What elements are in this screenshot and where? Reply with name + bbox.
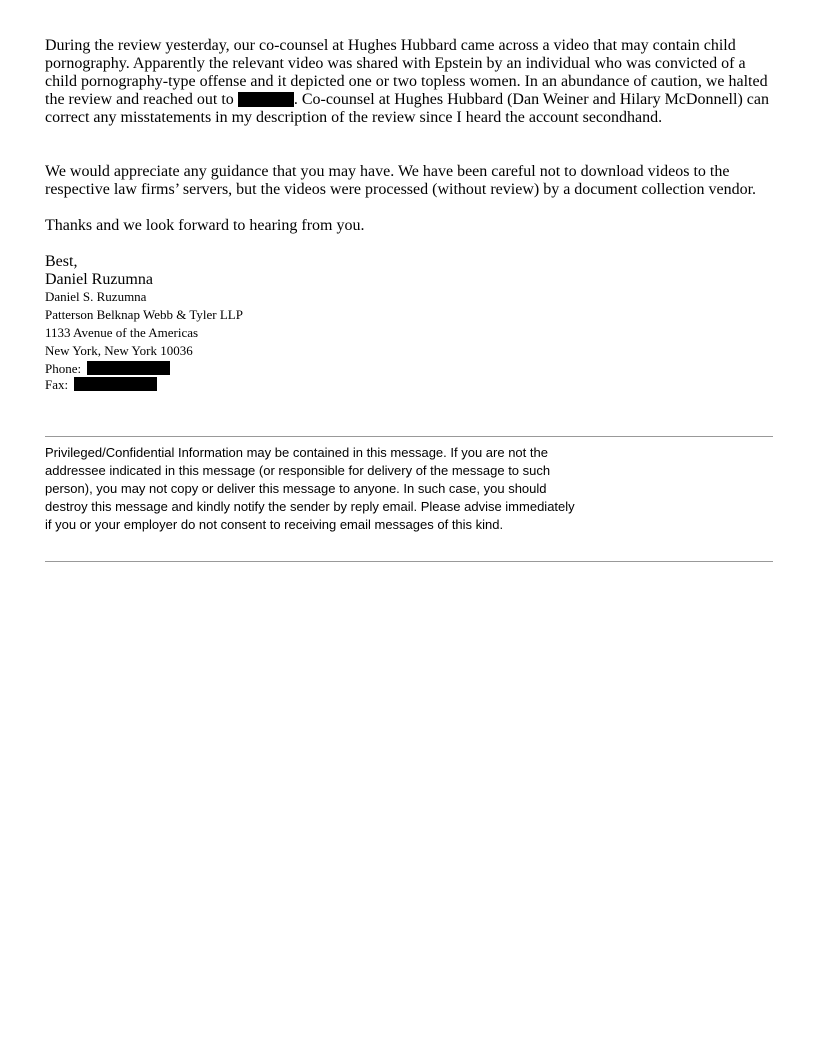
phone-redaction-box <box>87 361 170 375</box>
email-paragraph-guidance: We would appreciate any guidance that you may have. We have been careful not to download videos to the respective law firms’ servers, but the videos were processed (without review) by a document collection vendor. <box>45 163 757 198</box>
email-paragraph-thanks: Thanks and we look forward to hearing from you. <box>45 217 365 234</box>
email-paragraph-review <box>45 37 775 127</box>
disclaimer-bottom-divider <box>45 561 773 562</box>
confidentiality-disclaimer: Privileged/Confidential Information may be contained in this message. If you are not the addressee indicated in this message (or responsible for delivery of the message to such person), you may not copy or deliver this message to anyone. In such case, you should destroy this message and kindly notify the sender by reply email. Please advise immediately if you or your employer do not consent to receiving email messages of this kind. <box>45 445 575 532</box>
paragraph-text-before-redaction: During the review yesterday, our co-counsel at Hughes Hubbard came across a video that may contain child pornography. Apparently the relevant video was shared with Epstein by an individual who was convicted of a child pornography-type offense and it depicted one or two topless women. In an abundance of caution, we halted the review and reached out to <box>45 37 768 108</box>
signature-closing: Best, <box>45 253 78 270</box>
signature-firm: Patterson Belknap Webb & Tyler LLP <box>45 307 243 322</box>
signature-closing-block <box>45 253 775 289</box>
signature-fax <box>45 376 157 394</box>
paragraph-text-after-redaction: . Co-counsel at Hughes Hubbard (Dan Weiner and Hilary McDonnell) can correct any misstatements in my description of the review since I heard the account secondhand. <box>45 91 769 126</box>
phone-label: Phone: <box>45 361 82 376</box>
signature-full-name: Daniel S. Ruzumna <box>45 289 147 304</box>
signature-street-address: 1133 Avenue of the Americas <box>45 325 199 340</box>
fax-redaction-box <box>74 377 157 391</box>
signature-city-address: New York, New York 10036 <box>45 343 193 358</box>
fax-label: Fax: <box>45 377 69 392</box>
redaction-box <box>238 92 294 107</box>
signature-name: Daniel Ruzumna <box>45 271 153 288</box>
disclaimer-top-divider <box>45 436 773 437</box>
